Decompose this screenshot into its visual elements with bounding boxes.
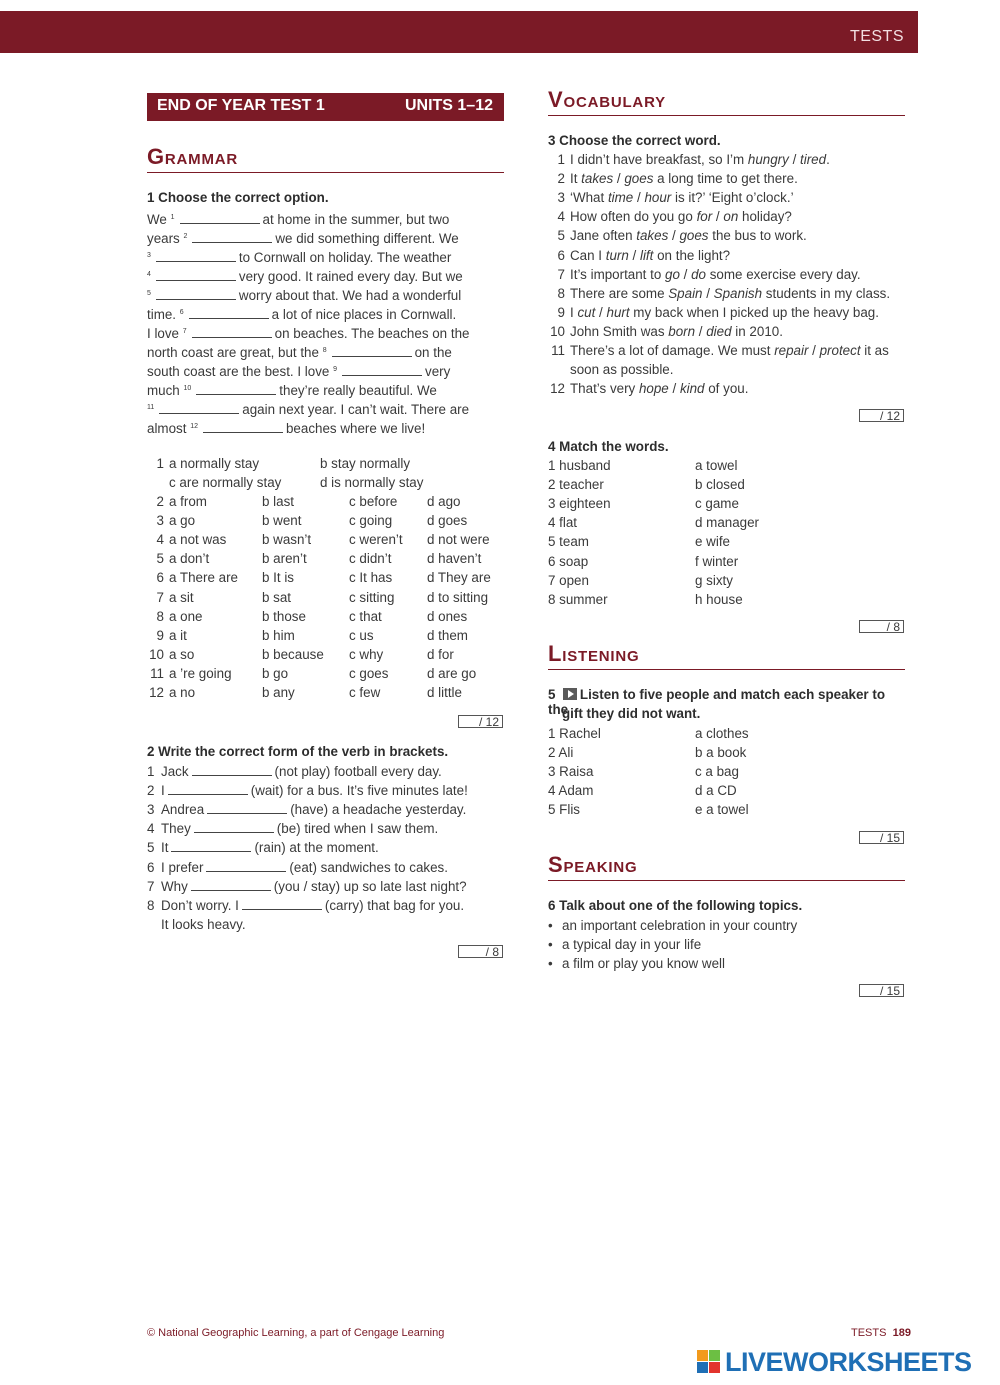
- item-number: 1: [147, 764, 155, 779]
- option[interactable]: a it: [169, 627, 187, 643]
- item-text: ‘What: [570, 190, 608, 206]
- word-choice-1[interactable]: born: [668, 323, 696, 339]
- item-text: (you / stay) up so late last night?: [273, 878, 467, 894]
- item-number: 5: [557, 228, 565, 244]
- option[interactable]: c few: [349, 685, 381, 700]
- word-choice-1[interactable]: hungry: [747, 152, 789, 167]
- item-number: 4: [147, 821, 155, 837]
- grammar-heading: Grammar: [147, 144, 504, 173]
- word-choice-2[interactable]: on: [723, 209, 739, 225]
- q6-instruction: 6 Talk about one of the following topics.: [548, 898, 803, 913]
- gap-6[interactable]: [189, 306, 269, 319]
- choice-separator: /: [695, 323, 707, 339]
- word-choice-2[interactable]: hour: [644, 190, 672, 206]
- q3-item: [548, 284, 890, 303]
- bullet-icon: •: [548, 956, 553, 972]
- option[interactable]: a ’re going: [169, 665, 232, 681]
- item-prefix: It: [161, 840, 169, 856]
- item-text: I: [570, 304, 578, 320]
- choice-separator: /: [702, 285, 714, 301]
- option[interactable]: b aren’t: [262, 551, 307, 567]
- liveworksheets-logo[interactable]: [697, 1347, 997, 1377]
- answer-blank[interactable]: [194, 820, 274, 833]
- gap-10[interactable]: [196, 382, 276, 395]
- item-number: 2: [557, 171, 565, 187]
- topic-item: a typical day in your life: [562, 937, 702, 953]
- match-right[interactable]: d manager: [695, 515, 760, 531]
- option[interactable]: c going: [349, 513, 393, 529]
- option[interactable]: a don’t: [169, 551, 210, 567]
- test-units: UNITS 1–12: [404, 97, 493, 114]
- item-prefix: They: [161, 821, 191, 837]
- word-choice-1[interactable]: repair: [774, 343, 809, 358]
- q5-instruction-line2: gift they did not want.: [562, 706, 701, 721]
- answer-blank[interactable]: [168, 782, 248, 795]
- item-number: 2: [147, 783, 155, 799]
- choice-separator: /: [668, 381, 680, 397]
- word-choice-1[interactable]: time: [607, 190, 634, 206]
- option[interactable]: d little: [427, 685, 462, 700]
- item-prefix: Jack: [161, 764, 189, 779]
- item-text: (be) tired when I saw them.: [276, 821, 439, 837]
- word-choice-2[interactable]: goes: [624, 171, 654, 187]
- option[interactable]: b go: [262, 665, 289, 681]
- item-text: students in my class.: [762, 285, 891, 301]
- answer-blank[interactable]: [191, 878, 271, 891]
- match-left[interactable]: 1 husband: [548, 458, 611, 473]
- item-number: 8: [147, 897, 155, 913]
- vocabulary-heading: Vocabulary: [548, 87, 905, 116]
- match-right[interactable]: e wife: [695, 534, 730, 550]
- q2-instruction: 2 Write the correct form of the verb in brackets.: [147, 744, 449, 759]
- word-choice-1[interactable]: turn: [605, 247, 629, 263]
- match-right[interactable]: g sixty: [695, 572, 733, 588]
- item-text: It’s important to: [570, 266, 666, 282]
- option[interactable]: d is normally stay: [320, 475, 424, 490]
- item-text: (have) a headache yesterday.: [290, 802, 467, 818]
- item-text: (rain) at the moment.: [254, 840, 379, 856]
- item-text: (wait) for a bus. It’s five minutes late!: [250, 783, 468, 799]
- item-number: 3: [147, 802, 155, 818]
- logo-blocks-icon: [697, 1350, 721, 1374]
- speaker[interactable]: 5 Flis: [548, 802, 580, 818]
- test-title-banner: [147, 93, 504, 121]
- option[interactable]: a one: [169, 608, 203, 624]
- q2-item: [147, 762, 442, 781]
- item-text: (not play) football every day.: [274, 764, 442, 779]
- answer-blank[interactable]: [171, 839, 251, 852]
- match-left[interactable]: 7 open: [548, 572, 589, 588]
- option[interactable]: d ago: [427, 494, 461, 509]
- option[interactable]: c that: [349, 608, 382, 624]
- q3-item: [548, 226, 807, 245]
- item-number: 1: [557, 152, 565, 167]
- word-choice-1[interactable]: takes: [636, 228, 669, 244]
- option[interactable]: d are go: [427, 665, 477, 681]
- bullet-icon: •: [548, 918, 553, 933]
- option[interactable]: b stay normally: [320, 456, 411, 471]
- option[interactable]: c are normally stay: [169, 475, 282, 490]
- speaking-heading: Speaking: [548, 852, 905, 881]
- choice-separator: /: [712, 209, 724, 225]
- listening-heading: Listening: [548, 641, 905, 670]
- q3-item: [548, 188, 794, 207]
- match-left[interactable]: 8 summer: [548, 591, 608, 607]
- q3-item: [548, 246, 730, 265]
- option[interactable]: c didn’t: [349, 551, 392, 567]
- option[interactable]: b because: [262, 646, 324, 662]
- q2-item: [147, 858, 448, 877]
- item-text: There’s a lot of damage. We must: [570, 343, 775, 358]
- item-text: John Smith was: [570, 323, 669, 339]
- option[interactable]: b went: [262, 513, 302, 529]
- item-text: I didn’t have breakfast, so I’m: [570, 152, 748, 167]
- word-choice-2[interactable]: lift: [639, 247, 654, 263]
- option[interactable]: a from: [169, 494, 207, 509]
- option[interactable]: d to sitting: [427, 589, 489, 605]
- item-number: 10: [550, 323, 565, 339]
- item-number: 8: [557, 285, 565, 301]
- match-right[interactable]: a towel: [695, 458, 738, 473]
- q1-instruction: 1 Choose the correct option.: [147, 190, 329, 205]
- option-number: 8: [156, 608, 164, 624]
- q2-item: [147, 800, 466, 819]
- option[interactable]: d ones: [427, 608, 468, 624]
- q3-item: [548, 169, 798, 188]
- option[interactable]: c goes: [349, 665, 389, 681]
- option-number: 10: [149, 646, 164, 662]
- option[interactable]: d They are: [427, 570, 491, 586]
- topic-item: an important celebration in your country: [562, 918, 798, 933]
- score-box-q4[interactable]: / 8: [859, 620, 904, 633]
- item-number: 6: [557, 247, 565, 263]
- gap-4[interactable]: [156, 268, 236, 281]
- speaker[interactable]: 4 Adam: [548, 783, 594, 799]
- item-number: 5: [147, 840, 155, 856]
- choice-separator: /: [668, 228, 680, 244]
- word-choice-2[interactable]: died: [706, 323, 732, 339]
- option[interactable]: d haven’t: [427, 551, 482, 567]
- item-text: my back when I picked up the heavy bag.: [629, 304, 879, 320]
- match-left[interactable]: 3 eighteen: [548, 496, 611, 512]
- play-audio-icon[interactable]: [563, 688, 577, 700]
- option-number: 11: [150, 665, 164, 681]
- item-number: 4: [557, 209, 565, 225]
- speaker[interactable]: 1 Rachel: [548, 726, 601, 741]
- gap-12[interactable]: [203, 420, 283, 433]
- bullet-icon: •: [548, 937, 553, 953]
- answer-blank[interactable]: [192, 763, 272, 776]
- gap-8[interactable]: [332, 344, 412, 357]
- word-choice-2[interactable]: protect: [819, 343, 861, 358]
- option[interactable]: a not was: [169, 532, 227, 548]
- option[interactable]: c weren’t: [349, 532, 403, 548]
- item-number: 3: [557, 190, 565, 206]
- option[interactable]: b wasn’t: [262, 532, 312, 548]
- word-choice-1[interactable]: go: [665, 266, 680, 282]
- gift[interactable]: c a bag: [695, 764, 739, 780]
- score-box-q2[interactable]: / 8: [458, 945, 503, 958]
- choice-separator: /: [679, 266, 692, 282]
- speaker[interactable]: 3 Raisa: [548, 764, 594, 780]
- q3-item: [548, 150, 830, 169]
- footer-copyright: © National Geographic Learning, a part of Cengage Learning: [147, 1327, 445, 1339]
- option[interactable]: b It is: [262, 570, 294, 586]
- word-choice-2[interactable]: goes: [679, 228, 709, 244]
- option[interactable]: c It has: [349, 570, 393, 586]
- q3-item: [548, 341, 889, 360]
- option[interactable]: b last: [262, 494, 295, 509]
- option[interactable]: a go: [169, 513, 196, 529]
- word-choice-2[interactable]: kind: [679, 381, 705, 397]
- option[interactable]: a There are: [169, 570, 238, 586]
- choice-separator: /: [613, 171, 625, 187]
- word-choice-2[interactable]: Spanish: [713, 285, 763, 301]
- gap-11[interactable]: [159, 401, 239, 414]
- word-choice-1[interactable]: hope: [638, 381, 669, 397]
- gap-2[interactable]: [192, 230, 272, 243]
- item-number: 7: [557, 266, 565, 282]
- gift[interactable]: d a CD: [695, 783, 737, 799]
- word-choice-1[interactable]: Spain: [668, 285, 703, 301]
- choice-separator: /: [808, 343, 820, 358]
- option[interactable]: a sit: [169, 589, 194, 605]
- match-left[interactable]: 4 flat: [548, 515, 578, 531]
- choice-separator: /: [628, 247, 640, 263]
- liveworksheets-text: LIVEWORKSHEETS: [725, 1347, 972, 1377]
- item-number: 7: [147, 878, 155, 894]
- option[interactable]: d them: [427, 627, 468, 643]
- item-prefix: Why: [161, 878, 188, 894]
- score-box-q1[interactable]: / 12: [458, 715, 503, 728]
- option[interactable]: b him: [262, 627, 295, 643]
- answer-blank[interactable]: [207, 801, 287, 814]
- choice-separator: /: [633, 190, 645, 206]
- option-number: 6: [156, 570, 164, 586]
- item-text: .: [826, 152, 830, 167]
- item-prefix: Andrea: [161, 802, 205, 818]
- option-number: 5: [156, 551, 164, 567]
- item-text: a long time to get there.: [653, 171, 798, 187]
- q3-instruction: 3 Choose the correct word.: [548, 133, 721, 148]
- q2-extra: It looks heavy.: [161, 917, 246, 932]
- item-prefix: I: [161, 783, 165, 799]
- option[interactable]: b any: [262, 685, 295, 700]
- q2-item: [147, 838, 379, 857]
- item-number: 12: [550, 381, 565, 397]
- score-box-q6[interactable]: / 15: [859, 984, 904, 997]
- q2-item: [147, 896, 464, 915]
- word-choice-1[interactable]: for: [696, 209, 713, 225]
- item-text: of you.: [704, 381, 749, 397]
- item-number: 9: [557, 304, 565, 320]
- gift[interactable]: b a book: [695, 745, 747, 761]
- option-number: 12: [149, 685, 164, 700]
- match-right[interactable]: c game: [695, 496, 739, 512]
- option[interactable]: b sat: [262, 589, 292, 605]
- gift[interactable]: e a towel: [695, 802, 749, 818]
- option[interactable]: d goes: [427, 513, 468, 529]
- speaker[interactable]: 2 Ali: [548, 745, 574, 761]
- item-text: How often do you go: [570, 209, 697, 225]
- q4-instruction: 4 Match the words.: [548, 439, 669, 454]
- option[interactable]: b those: [262, 608, 306, 624]
- option-number: 9: [156, 627, 164, 643]
- option[interactable]: a normally stay: [169, 456, 260, 471]
- item-text: Jane often: [570, 228, 637, 244]
- gap-7[interactable]: [192, 325, 272, 338]
- q3-item: [548, 265, 861, 284]
- item-number: 11: [551, 343, 565, 358]
- choice-separator: /: [595, 304, 607, 320]
- footer-page: TESTS 189: [851, 1327, 911, 1339]
- item-text: (carry) that bag for you.: [324, 897, 465, 913]
- gift[interactable]: a clothes: [695, 726, 749, 741]
- q2-item: [147, 781, 468, 800]
- option-number: 4: [156, 532, 164, 548]
- q3-item: [548, 379, 748, 398]
- item-text: (eat) sandwiches to cakes.: [289, 859, 448, 875]
- score-box-q3[interactable]: / 12: [859, 409, 904, 422]
- word-choice-2[interactable]: do: [691, 266, 707, 282]
- match-right[interactable]: h house: [695, 591, 743, 607]
- option[interactable]: d for: [427, 646, 454, 662]
- item-text: on the light?: [653, 247, 731, 263]
- option-number: 2: [156, 494, 164, 509]
- option[interactable]: c before: [349, 494, 398, 509]
- match-right[interactable]: f winter: [695, 553, 739, 569]
- option[interactable]: c sitting: [349, 589, 395, 605]
- item-text: That’s very: [570, 381, 639, 397]
- match-left[interactable]: 2 teacher: [548, 477, 604, 493]
- item-prefix: Don’t worry. I: [161, 897, 239, 913]
- item-text: Can I: [570, 247, 606, 263]
- option[interactable]: a no: [169, 685, 196, 700]
- topic-item: a film or play you know well: [562, 956, 725, 972]
- item-prefix: I prefer: [161, 859, 204, 875]
- choice-separator: /: [788, 152, 801, 167]
- option-number: 7: [156, 589, 164, 605]
- item-number: 6: [147, 859, 155, 875]
- item-text: It: [570, 171, 582, 187]
- word-choice-2[interactable]: tired: [800, 152, 827, 167]
- answer-blank[interactable]: [242, 897, 322, 910]
- item-text: is it?’ ‘Eight o’clock.’: [671, 190, 794, 206]
- gap-3[interactable]: [156, 249, 236, 262]
- q5-instruction: 5 Listen to five people and match each speaker to the: [548, 687, 886, 717]
- item-text: it as: [860, 343, 889, 358]
- word-choice-1[interactable]: takes: [581, 171, 614, 187]
- option-number: 3: [156, 513, 164, 529]
- match-left[interactable]: 5 team: [548, 534, 589, 550]
- header-label: TESTS: [849, 28, 904, 45]
- answer-blank[interactable]: [206, 859, 286, 872]
- item-text: There are some: [570, 285, 669, 301]
- gap-5[interactable]: [156, 287, 236, 300]
- q2-item: [147, 877, 467, 896]
- gap-9[interactable]: [342, 363, 422, 376]
- word-choice-2[interactable]: hurt: [606, 304, 630, 320]
- item-text: holiday?: [738, 209, 792, 225]
- match-left[interactable]: 6 soap: [548, 553, 589, 569]
- item-text: the bus to work.: [708, 228, 807, 244]
- word-choice-1[interactable]: cut: [577, 304, 596, 320]
- match-right[interactable]: b closed: [695, 477, 745, 493]
- q3-item: [548, 322, 783, 341]
- option[interactable]: a so: [169, 646, 195, 662]
- item-text: in 2010.: [731, 323, 783, 339]
- score-box-q5[interactable]: / 15: [859, 831, 904, 844]
- test-title: END OF YEAR TEST 1: [157, 97, 325, 114]
- q3-item: [548, 207, 792, 226]
- header-bar: [0, 11, 918, 53]
- q3-extra: soon as possible.: [570, 362, 674, 377]
- option[interactable]: c why: [349, 646, 384, 662]
- item-text: some exercise every day.: [706, 266, 861, 282]
- gap-1[interactable]: [180, 211, 260, 224]
- q3-item: [548, 303, 879, 322]
- option[interactable]: d not were: [427, 532, 490, 548]
- option[interactable]: c us: [349, 627, 374, 643]
- q2-item: [147, 819, 438, 838]
